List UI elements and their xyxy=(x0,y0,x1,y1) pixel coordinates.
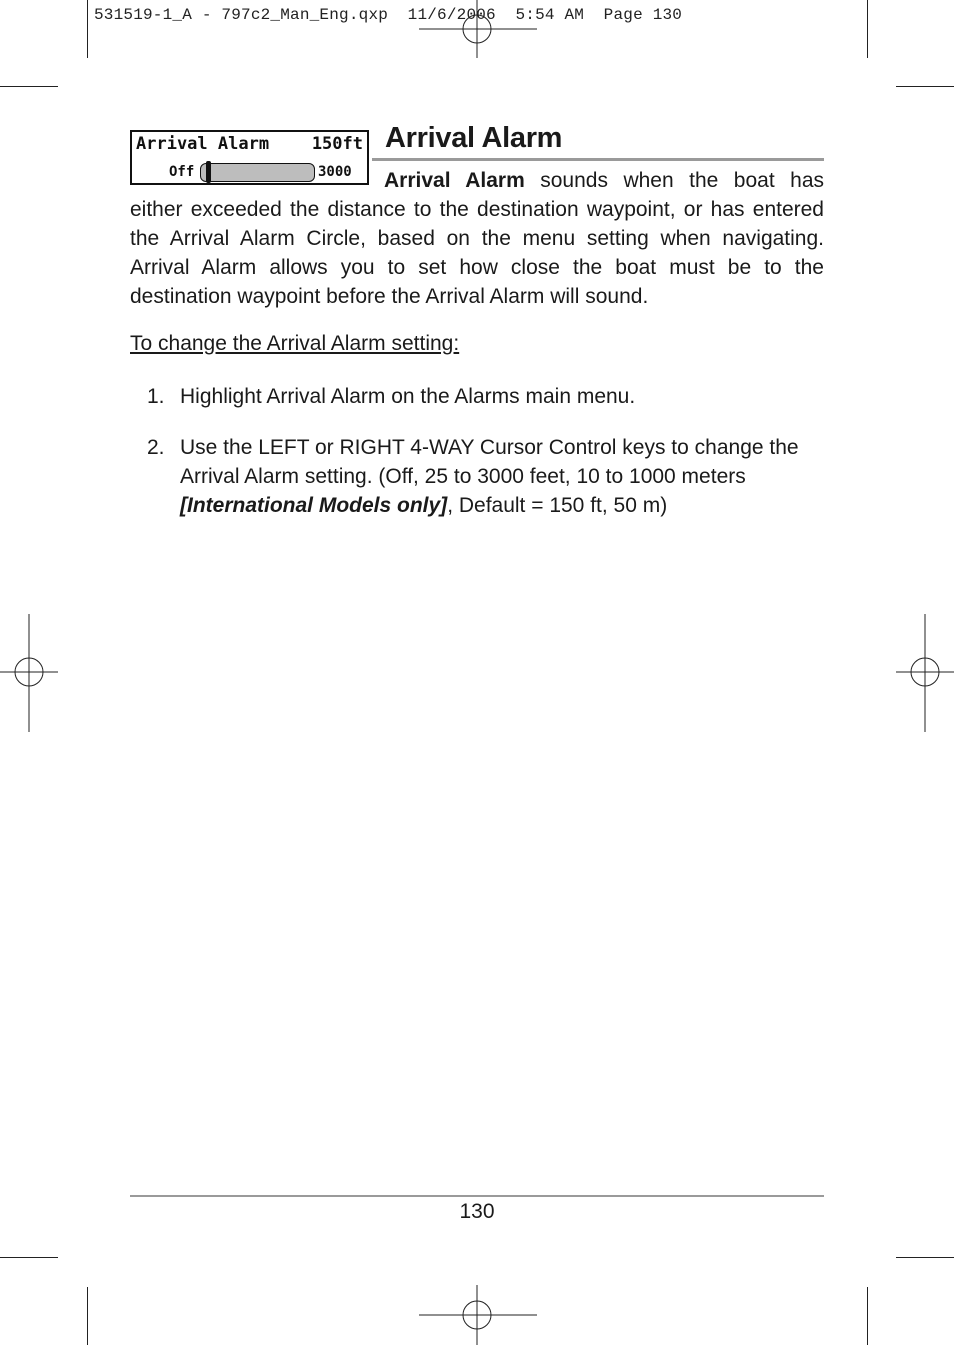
registration-mark-top xyxy=(419,0,537,60)
menu-widget-min-label: Off xyxy=(169,164,195,180)
crop-mark-tl-vertical xyxy=(87,0,88,58)
intro-paragraph xyxy=(130,166,824,311)
procedure-subheading: To change the Arrival Alarm setting: xyxy=(130,332,460,355)
crop-mark-bl-vertical xyxy=(87,1287,88,1345)
section-heading: Arrival Alarm xyxy=(385,122,563,154)
crop-mark-bl-horizontal xyxy=(0,1257,58,1258)
step-number: 2. xyxy=(147,436,165,459)
step-2 xyxy=(147,433,807,520)
step-text-before: Use the LEFT or RIGHT 4-WAY Cursor Control keys to change the Arrival Alarm setting. (Off, 25 to 3000 feet, 10 to 1000 meters xyxy=(180,436,799,488)
crop-mark-br-vertical xyxy=(867,1287,868,1345)
intro-body: sounds when the boat has either exceeded the distance to the destination waypoint, or has entered the Arrival Alarm Circle, based on the menu setting when navigating. Arrival Alarm allows you to set how close the boat must be to the destination waypoint before the Arrival Alarm will sound. xyxy=(130,169,824,308)
step-text xyxy=(180,433,807,520)
footer-rule xyxy=(130,1195,824,1197)
crop-mark-tr-vertical xyxy=(867,0,868,58)
registration-mark-bottom xyxy=(419,1285,537,1345)
menu-widget-value: 150ft xyxy=(311,134,363,154)
registration-mark-right xyxy=(894,614,954,732)
crop-mark-tr-horizontal xyxy=(896,86,954,87)
step-1 xyxy=(147,382,807,411)
step-text: Highlight Arrival Alarm on the Alarms main menu. xyxy=(180,385,636,408)
crop-mark-tl-horizontal xyxy=(0,86,58,87)
registration-mark-left xyxy=(0,614,60,732)
heading-rule xyxy=(372,158,824,161)
crop-mark-br-horizontal xyxy=(896,1257,954,1258)
step-text-emphasis: [International Models only] xyxy=(180,494,448,517)
page-number: 130 xyxy=(459,1200,495,1223)
intro-lead: Arrival Alarm xyxy=(384,169,525,192)
print-slug: 531519-1_A - 797c2_Man_Eng.qxp 11/6/2006 5:54 AM Page 130 xyxy=(94,6,683,24)
step-text-after: , Default = 150 ft, 50 m) xyxy=(447,494,668,517)
menu-widget-max-label: 3000 xyxy=(318,164,352,180)
menu-widget-label: Arrival Alarm xyxy=(136,134,270,154)
step-number: 1. xyxy=(147,385,165,408)
